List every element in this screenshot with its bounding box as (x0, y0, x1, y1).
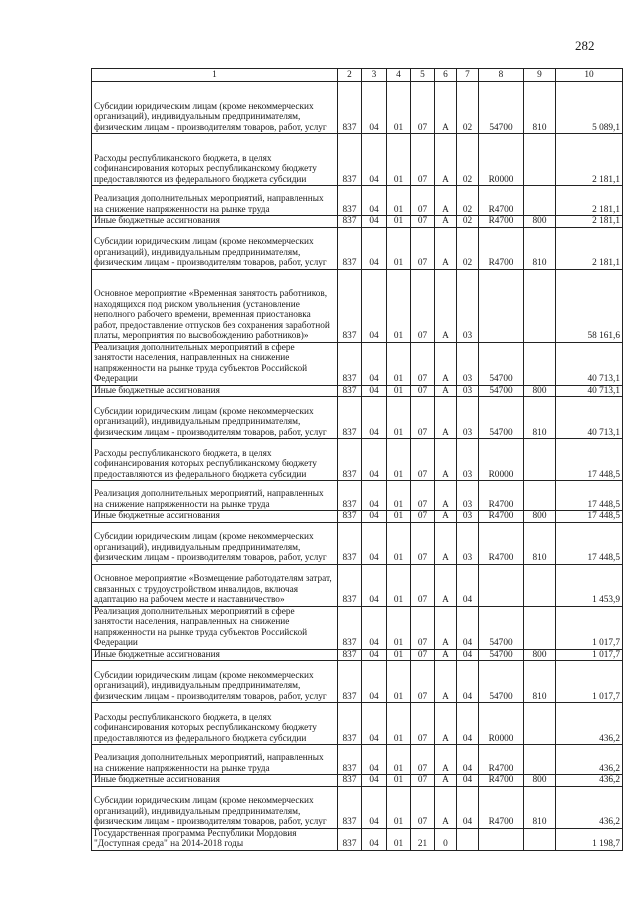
row-value-cell: 03 (457, 397, 479, 439)
row-value-cell: 07 (411, 186, 435, 216)
row-value-cell: 02 (457, 227, 479, 269)
row-value-cell: 04 (457, 564, 479, 606)
row-value-cell: 04 (457, 786, 479, 828)
row-value-cell: 17 448,5 (556, 481, 623, 511)
row-value-cell: А (435, 439, 457, 481)
row-value-cell: 07 (411, 439, 435, 481)
table-row (92, 439, 623, 481)
row-value-cell: 837 (338, 342, 362, 385)
row-value-cell: 07 (411, 522, 435, 564)
header-cell: 9 (524, 69, 556, 82)
row-value-cell: 800 (524, 385, 556, 397)
row-value-cell: 810 (524, 227, 556, 269)
row-value-cell: 07 (411, 134, 435, 186)
row-value-cell: 01 (387, 828, 411, 850)
row-value-cell (524, 269, 556, 342)
row-value-cell: А (435, 775, 457, 787)
row-value-cell: 07 (411, 564, 435, 606)
row-value-cell: 1 017,7 (556, 661, 623, 703)
row-value-cell: R4700 (479, 775, 524, 787)
row-value-cell: А (435, 745, 457, 775)
row-value-cell: 04 (362, 661, 387, 703)
row-value-cell: 07 (411, 649, 435, 661)
row-value-cell: R4700 (479, 216, 524, 228)
header-cell: 10 (556, 69, 623, 82)
row-value-cell (479, 564, 524, 606)
row-value-cell: 01 (387, 606, 411, 649)
row-value-cell: А (435, 522, 457, 564)
row-value-cell: 04 (362, 703, 387, 745)
header-cell: 7 (457, 69, 479, 82)
row-value-cell: 837 (338, 227, 362, 269)
header-cell: 3 (362, 69, 387, 82)
row-value-cell: R4700 (479, 186, 524, 216)
row-value-cell (524, 745, 556, 775)
row-value-cell: 04 (457, 775, 479, 787)
row-value-cell: 04 (362, 134, 387, 186)
row-value-cell: 04 (362, 828, 387, 850)
row-value-cell: 04 (362, 385, 387, 397)
row-value-cell: 54700 (479, 397, 524, 439)
table-row (92, 216, 623, 228)
row-value-cell: 01 (387, 775, 411, 787)
row-value-cell: 01 (387, 385, 411, 397)
row-value-cell: R4700 (479, 745, 524, 775)
row-value-cell: 01 (387, 227, 411, 269)
row-value-cell: 1 017,7 (556, 649, 623, 661)
table-row (92, 564, 623, 606)
row-value-cell: 837 (338, 269, 362, 342)
row-value-cell: 54700 (479, 606, 524, 649)
row-value-cell: 1 453,9 (556, 564, 623, 606)
row-value-cell: 07 (411, 216, 435, 228)
row-value-cell: 17 448,5 (556, 511, 623, 523)
header-cell: 4 (387, 69, 411, 82)
row-name-cell: Реализация дополнительных мероприятий в сфере занятости населения, направленных на снижение напряженности на рынке труда субъектов Российской Федерации (92, 342, 338, 385)
row-value-cell: А (435, 564, 457, 606)
row-value-cell: А (435, 511, 457, 523)
row-value-cell: 40 713,1 (556, 397, 623, 439)
row-value-cell: R4700 (479, 522, 524, 564)
row-value-cell: 2 181,1 (556, 186, 623, 216)
row-value-cell: 2 181,1 (556, 134, 623, 186)
row-value-cell: 837 (338, 82, 362, 134)
row-value-cell: 17 448,5 (556, 439, 623, 481)
table-row (92, 397, 623, 439)
row-value-cell: R4700 (479, 786, 524, 828)
row-value-cell: 02 (457, 82, 479, 134)
row-value-cell: 01 (387, 481, 411, 511)
row-value-cell: А (435, 269, 457, 342)
row-value-cell (524, 342, 556, 385)
row-value-cell: 40 713,1 (556, 342, 623, 385)
row-value-cell (524, 186, 556, 216)
table-row (92, 511, 623, 523)
row-value-cell: А (435, 385, 457, 397)
row-value-cell: А (435, 703, 457, 745)
row-value-cell: 837 (338, 775, 362, 787)
row-value-cell: 07 (411, 481, 435, 511)
row-value-cell: 40 713,1 (556, 385, 623, 397)
header-cell: 1 (92, 69, 338, 82)
table-row (92, 745, 623, 775)
row-value-cell: 04 (362, 481, 387, 511)
row-value-cell: А (435, 134, 457, 186)
row-value-cell: 04 (362, 522, 387, 564)
row-value-cell: R0000 (479, 134, 524, 186)
row-name-cell: Иные бюджетные ассигнования (92, 775, 338, 787)
row-value-cell: 837 (338, 703, 362, 745)
row-value-cell: 837 (338, 564, 362, 606)
row-value-cell: А (435, 227, 457, 269)
row-value-cell (524, 439, 556, 481)
row-value-cell: 01 (387, 649, 411, 661)
row-value-cell: А (435, 342, 457, 385)
row-value-cell: 04 (362, 745, 387, 775)
row-value-cell: А (435, 481, 457, 511)
row-value-cell: 5 089,1 (556, 82, 623, 134)
row-value-cell: R4700 (479, 511, 524, 523)
row-value-cell: 810 (524, 522, 556, 564)
row-value-cell: 837 (338, 439, 362, 481)
row-value-cell: 21 (411, 828, 435, 850)
row-value-cell: 54700 (479, 82, 524, 134)
row-value-cell: 2 181,1 (556, 216, 623, 228)
row-value-cell: 810 (524, 786, 556, 828)
row-name-cell: Реализация дополнительных мероприятий, направленных на снижение напряженности на рынке труда (92, 745, 338, 775)
row-value-cell: 07 (411, 606, 435, 649)
table-row (92, 82, 623, 134)
row-value-cell: 04 (362, 775, 387, 787)
row-value-cell: 01 (387, 745, 411, 775)
row-name-cell: Основное мероприятие «Возмещение работодателям затрат, связанных с трудоустройством инвалидов, включая адаптацию на рабочем месте и наставничество» (92, 564, 338, 606)
row-value-cell: 58 161,6 (556, 269, 623, 342)
row-value-cell: 837 (338, 134, 362, 186)
row-value-cell: А (435, 606, 457, 649)
row-value-cell: 1 017,7 (556, 606, 623, 649)
row-value-cell: 07 (411, 385, 435, 397)
table-row (92, 649, 623, 661)
row-value-cell: 837 (338, 216, 362, 228)
row-value-cell: 04 (362, 82, 387, 134)
budget-table (91, 68, 623, 851)
row-value-cell (524, 828, 556, 850)
row-value-cell: 04 (457, 661, 479, 703)
row-value-cell: R0000 (479, 439, 524, 481)
row-value-cell: 436,2 (556, 745, 623, 775)
row-name-cell: Реализация дополнительных мероприятий, направленных на снижение напряженности на рынке труда (92, 186, 338, 216)
row-value-cell: 01 (387, 522, 411, 564)
table-row (92, 786, 623, 828)
row-value-cell: 01 (387, 661, 411, 703)
row-value-cell: 1 198,7 (556, 828, 623, 850)
row-value-cell: 03 (457, 385, 479, 397)
row-value-cell: А (435, 216, 457, 228)
row-value-cell: 01 (387, 786, 411, 828)
row-value-cell: 810 (524, 661, 556, 703)
row-value-cell: 07 (411, 511, 435, 523)
row-value-cell: 04 (362, 439, 387, 481)
row-name-cell: Субсидии юридическим лицам (кроме некоммерческих организаций), индивидуальным предпринимателям, физическим лицам - производителям товаров, работ, услуг (92, 786, 338, 828)
row-name-cell: Государственная программа Республики Мордовия "Доступная среда" на 2014-2018 годы (92, 828, 338, 850)
row-value-cell: 01 (387, 564, 411, 606)
row-value-cell: 07 (411, 703, 435, 745)
row-value-cell: 01 (387, 269, 411, 342)
row-value-cell: 03 (457, 439, 479, 481)
row-name-cell: Иные бюджетные ассигнования (92, 649, 338, 661)
row-value-cell: 07 (411, 661, 435, 703)
row-value-cell: 04 (362, 227, 387, 269)
row-value-cell: 54700 (479, 342, 524, 385)
row-value-cell (457, 828, 479, 850)
row-value-cell: 837 (338, 661, 362, 703)
row-name-cell: Субсидии юридическим лицам (кроме некоммерческих организаций), индивидуальным предпринимателям, физическим лицам - производителям товаров, работ, услуг (92, 82, 338, 134)
row-value-cell: 07 (411, 397, 435, 439)
row-value-cell: 436,2 (556, 775, 623, 787)
table-row (92, 775, 623, 787)
row-value-cell: 04 (362, 216, 387, 228)
header-cell: 2 (338, 69, 362, 82)
table-row (92, 661, 623, 703)
row-value-cell: 01 (387, 134, 411, 186)
row-value-cell: 07 (411, 745, 435, 775)
row-value-cell: 837 (338, 786, 362, 828)
row-value-cell: А (435, 82, 457, 134)
row-value-cell: 54700 (479, 661, 524, 703)
row-value-cell: 01 (387, 511, 411, 523)
row-value-cell: 03 (457, 481, 479, 511)
table-row (92, 134, 623, 186)
table-row (92, 269, 623, 342)
row-value-cell: R4700 (479, 481, 524, 511)
row-value-cell: 01 (387, 186, 411, 216)
row-value-cell: А (435, 649, 457, 661)
row-value-cell: 04 (362, 511, 387, 523)
header-cell: 5 (411, 69, 435, 82)
row-value-cell: 04 (457, 649, 479, 661)
row-value-cell: А (435, 397, 457, 439)
table-header-row (92, 69, 623, 82)
page-number: 282 (575, 38, 595, 53)
row-value-cell: 810 (524, 397, 556, 439)
row-value-cell: 17 448,5 (556, 522, 623, 564)
table-row (92, 186, 623, 216)
row-name-cell: Расходы республиканского бюджета, в целях софинансирования которых республиканскому бюджету предоставляются из федерального бюджета субсидии (92, 439, 338, 481)
row-value-cell: 04 (362, 397, 387, 439)
row-value-cell: 837 (338, 606, 362, 649)
row-value-cell: 04 (362, 606, 387, 649)
row-value-cell: 837 (338, 186, 362, 216)
row-value-cell: 800 (524, 775, 556, 787)
row-value-cell (524, 703, 556, 745)
row-name-cell: Субсидии юридическим лицам (кроме некоммерческих организаций), индивидуальным предпринимателям, физическим лицам - производителям товаров, работ, услуг (92, 227, 338, 269)
row-value-cell (524, 481, 556, 511)
row-value-cell: 07 (411, 82, 435, 134)
row-value-cell (479, 828, 524, 850)
row-value-cell: 54700 (479, 385, 524, 397)
row-value-cell: 837 (338, 828, 362, 850)
row-value-cell: 03 (457, 511, 479, 523)
row-value-cell: 01 (387, 216, 411, 228)
row-name-cell: Субсидии юридическим лицам (кроме некоммерческих организаций), индивидуальным предпринимателям, физическим лицам - производителям товаров, работ, услуг (92, 522, 338, 564)
table-row (92, 522, 623, 564)
table-row (92, 385, 623, 397)
row-name-cell: Иные бюджетные ассигнования (92, 511, 338, 523)
row-value-cell: 436,2 (556, 786, 623, 828)
row-value-cell: 837 (338, 522, 362, 564)
row-value-cell: 04 (362, 269, 387, 342)
row-name-cell: Субсидии юридическим лицам (кроме некоммерческих организаций), индивидуальным предпринимателям, физическим лицам - производителям товаров, работ, услуг (92, 397, 338, 439)
row-value-cell (524, 606, 556, 649)
row-value-cell: 837 (338, 481, 362, 511)
row-value-cell: А (435, 661, 457, 703)
row-value-cell: 01 (387, 397, 411, 439)
row-value-cell: 436,2 (556, 703, 623, 745)
header-cell: 8 (479, 69, 524, 82)
row-value-cell: 04 (362, 564, 387, 606)
row-value-cell: 54700 (479, 649, 524, 661)
row-value-cell (524, 564, 556, 606)
row-name-cell: Реализация дополнительных мероприятий, направленных на снижение напряженности на рынке труда (92, 481, 338, 511)
row-value-cell: 01 (387, 703, 411, 745)
row-name-cell: Основное мероприятие «Временная занятость работников, находящихся под риском увольнения (установление неполного рабочего времени, временная приостановка работ, предоставление отпусков без сохранения заработной платы, мероприятия по высвобождению работников)» (92, 269, 338, 342)
row-value-cell: 04 (457, 745, 479, 775)
table-row (92, 227, 623, 269)
row-value-cell: 01 (387, 439, 411, 481)
row-value-cell: 0 (435, 828, 457, 850)
row-value-cell: 2 181,1 (556, 227, 623, 269)
row-value-cell (479, 269, 524, 342)
row-value-cell: 837 (338, 745, 362, 775)
row-name-cell: Расходы республиканского бюджета, в целях софинансирования которых республиканскому бюджету предоставляются из федерального бюджета субсидии (92, 134, 338, 186)
row-value-cell: 837 (338, 649, 362, 661)
row-value-cell: 07 (411, 775, 435, 787)
row-value-cell (524, 134, 556, 186)
row-value-cell: 01 (387, 342, 411, 385)
row-value-cell: 07 (411, 269, 435, 342)
row-value-cell: 04 (457, 703, 479, 745)
row-value-cell: А (435, 786, 457, 828)
row-value-cell: 03 (457, 342, 479, 385)
row-value-cell: 800 (524, 511, 556, 523)
row-value-cell: R4700 (479, 227, 524, 269)
row-name-cell: Субсидии юридическим лицам (кроме некоммерческих организаций), индивидуальным предпринимателям, физическим лицам - производителям товаров, работ, услуг (92, 661, 338, 703)
row-value-cell: R0000 (479, 703, 524, 745)
row-value-cell: 07 (411, 342, 435, 385)
row-value-cell: 04 (362, 786, 387, 828)
table-row (92, 342, 623, 385)
table-row (92, 828, 623, 850)
row-value-cell: 837 (338, 385, 362, 397)
row-value-cell: 837 (338, 397, 362, 439)
row-value-cell: 02 (457, 186, 479, 216)
row-value-cell: 07 (411, 227, 435, 269)
row-value-cell: 04 (457, 606, 479, 649)
row-value-cell: 07 (411, 786, 435, 828)
row-value-cell: 800 (524, 649, 556, 661)
row-name-cell: Реализация дополнительных мероприятий в сфере занятости населения, направленных на снижение напряженности на рынке труда субъектов Российской Федерации (92, 606, 338, 649)
row-value-cell: 03 (457, 522, 479, 564)
row-value-cell: 04 (362, 186, 387, 216)
row-value-cell: А (435, 186, 457, 216)
header-cell: 6 (435, 69, 457, 82)
row-value-cell: 02 (457, 134, 479, 186)
row-name-cell: Иные бюджетные ассигнования (92, 385, 338, 397)
row-name-cell: Расходы республиканского бюджета, в целях софинансирования которых республиканскому бюджету предоставляются из федерального бюджета субсидии (92, 703, 338, 745)
row-name-cell: Иные бюджетные ассигнования (92, 216, 338, 228)
table-row (92, 703, 623, 745)
row-value-cell: 03 (457, 269, 479, 342)
row-value-cell: 02 (457, 216, 479, 228)
row-value-cell: 04 (362, 342, 387, 385)
row-value-cell: 837 (338, 511, 362, 523)
row-value-cell: 04 (362, 649, 387, 661)
table-row (92, 606, 623, 649)
row-value-cell: 800 (524, 216, 556, 228)
row-value-cell: 810 (524, 82, 556, 134)
table-row (92, 481, 623, 511)
row-value-cell: 01 (387, 82, 411, 134)
